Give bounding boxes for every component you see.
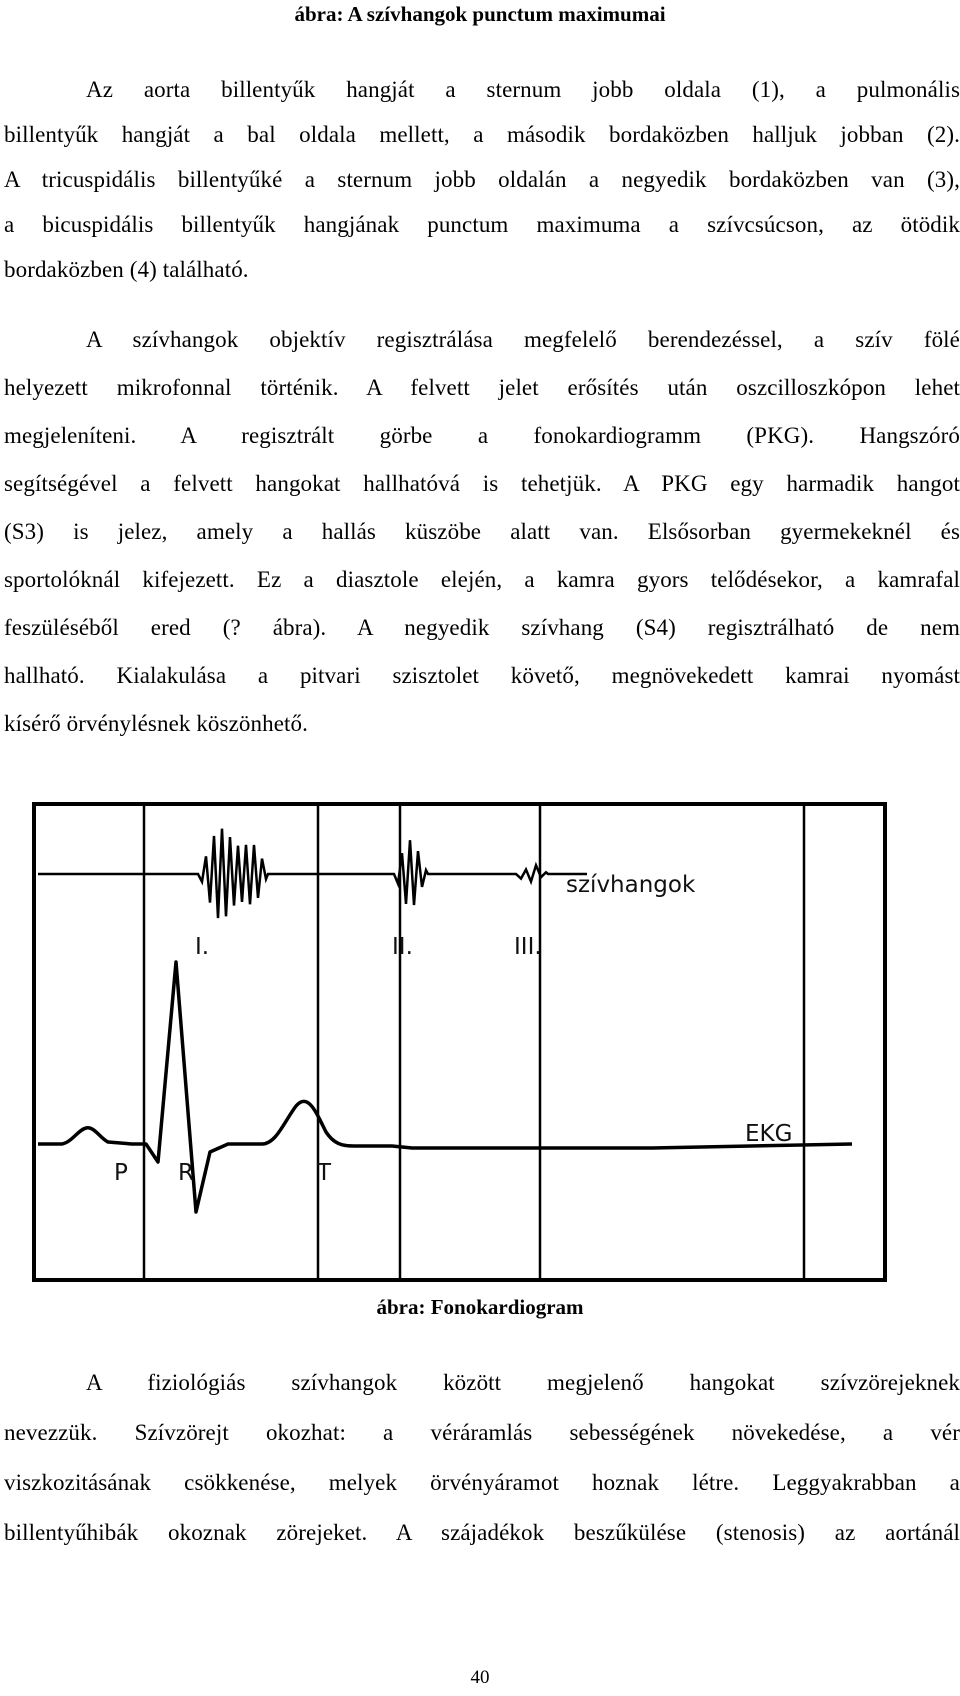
- paragraph-punctum-maximum: [4, 67, 960, 292]
- label-r-wave: R: [178, 1160, 194, 1186]
- text-line: segítségével a felvett hangokat hallhatóvá is tehetjük. A PKG egy harmadik hangot: [4, 471, 960, 496]
- label-s3: III.: [514, 934, 542, 960]
- text-line: sportolóknál kifejezett. Ez a diasztole elején, a kamra gyors telődésekor, a kamrafal: [4, 567, 960, 592]
- label-s1: I.: [195, 934, 210, 960]
- label-heart-sounds: szívhangok: [566, 872, 696, 898]
- text-line: megjeleníteni. A regisztrált görbe a fonokardiogramm (PKG). Hangszóró: [4, 423, 960, 448]
- text-line: viszkozitásának csökkenése, melyek örvényáramot hoznak létre. Leggyakrabban a: [4, 1470, 960, 1495]
- label-t-wave: T: [317, 1160, 332, 1186]
- text-line: nevezzük. Szívzörejt okozhat: a véráramlás sebességének növekedése, a vér: [4, 1420, 960, 1445]
- phonocardiogram-figure: [32, 802, 887, 1282]
- text-line: Az aorta billentyűk hangját a sternum jobb oldala (1), a pulmonális: [86, 77, 960, 102]
- figure-frame: [34, 804, 885, 1280]
- label-p-wave: P: [114, 1160, 128, 1186]
- text-line: hallható. Kialakulása a pitvari szisztolet követő, megnövekedett kamrai nyomást: [4, 663, 960, 688]
- text-line: kísérő örvénylésnek köszönhető.: [4, 711, 308, 736]
- text-line: billentyűhibák okoznak zörejeket. A szájadékok beszűkülése (stenosis) az aortánál: [4, 1520, 960, 1545]
- text-line: A szívhangok objektív regisztrálása megfelelő berendezéssel, a szív fölé: [86, 327, 960, 352]
- figure-caption: ábra: Fonokardiogram: [376, 1295, 584, 1319]
- text-line: A tricuspidális billentyűké a sternum jobb oldalán a negyedik bordaközben van (3),: [4, 167, 960, 192]
- text-line: (S3) is jelez, amely a hallás küszöbe alatt van. Elsősorban gyermekeknél és: [4, 519, 960, 544]
- label-ekg: EKG: [745, 1121, 793, 1147]
- text-line: A fiziológiás szívhangok között megjelenő hangokat szívzörejeknek: [86, 1370, 960, 1395]
- page-number: 40: [470, 1667, 490, 1688]
- text-line: feszüléséből ered (? ábra). A negyedik szívhang (S4) regisztrálható de nem: [4, 615, 960, 640]
- paragraph-murmurs: [4, 1358, 960, 1558]
- label-s2: II.: [392, 934, 413, 960]
- text-line: helyezett mikrofonnal történik. A felvett jelet erősítés után oszcilloszkópon lehet: [4, 375, 960, 400]
- top-figure-caption: ábra: A szívhangok punctum maximumai: [294, 2, 666, 26]
- text-line: bordaközben (4) található.: [4, 257, 249, 282]
- paragraph-registration: [4, 316, 960, 748]
- text-line: a bicuspidális billentyűk hangjának punctum maximuma a szívcsúcson, az ötödik: [4, 212, 960, 237]
- text-line: billentyűk hangját a bal oldala mellett, a második bordaközben halljuk jobban (2).: [4, 122, 960, 147]
